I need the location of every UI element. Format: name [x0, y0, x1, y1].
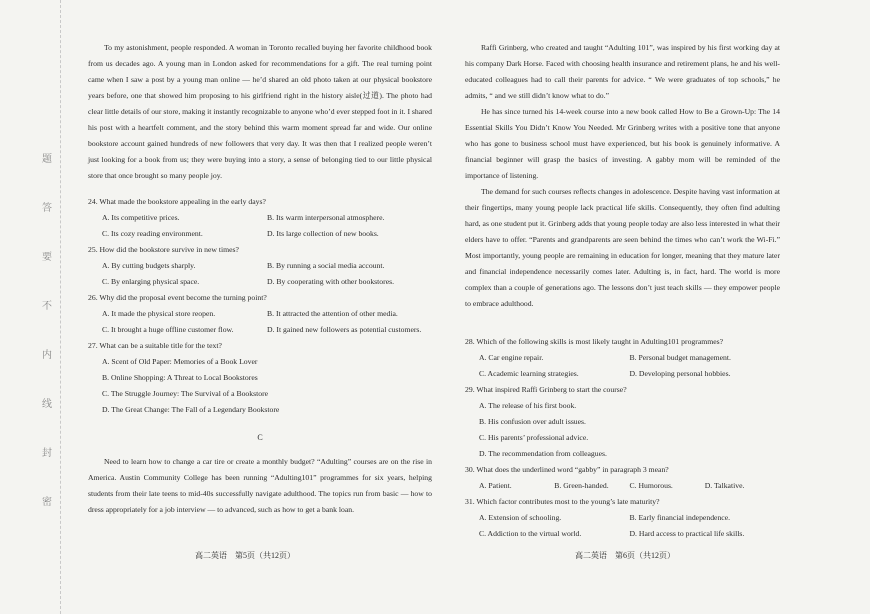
question-stem: 25. How did the bookstore survive in new times?	[88, 245, 239, 254]
option-a: A. Patient.	[479, 481, 512, 490]
option-b: B. Online Shopping: A Threat to Local Bookstores	[102, 373, 258, 382]
option-a: A. It made the physical store reopen.	[102, 309, 216, 318]
binding-char: 要	[42, 252, 52, 263]
binding-char: 题	[42, 154, 52, 165]
option-a: A. Extension of schooling.	[479, 513, 562, 522]
passage-c-paragraph-2: Raffi Grinberg, who created and taught “Adulting 101”, was inspired by his first working day at his company Dark Horse. Faced with choosing health insurance and retirement plans, he and his well-educated colleagues had to call their parents for advice. “ We were graduates of top schools,” he admits, “ and we still didn’t know what to do.”	[465, 43, 780, 100]
option-b: B. His confusion over adult issues.	[479, 417, 586, 426]
question-29	[465, 382, 780, 462]
option-a: A. The release of his first book.	[479, 401, 577, 410]
option-c: C. By enlarging physical space.	[102, 277, 200, 286]
option-a: A. By cutting budgets sharply.	[102, 261, 196, 270]
option-a: A. Its competitive prices.	[102, 213, 180, 222]
page-footer-right: 高二英语 第6页（共12页）	[575, 551, 675, 560]
question-stem: 31. Which factor contributes most to the young’s late maturity?	[465, 497, 660, 506]
question-stem: 26. Why did the proposal event become the turning point?	[88, 293, 267, 302]
question-31	[465, 494, 780, 542]
right-page	[465, 40, 780, 542]
binding-char: 密	[42, 497, 52, 508]
question-28	[465, 334, 780, 382]
option-d: D. The Great Change: The Fall of a Legendary Bookstore	[102, 405, 280, 414]
option-b: B. Its warm interpersonal atmosphere.	[267, 213, 385, 222]
binding-char: 内	[42, 350, 52, 361]
binding-margin	[0, 0, 60, 614]
section-c-heading: C	[257, 433, 263, 442]
question-stem: 27. What can be a suitable title for the text?	[88, 341, 222, 350]
option-c: C. Its cozy reading environment.	[102, 229, 203, 238]
option-d: D. It gained new followers as potential customers.	[267, 325, 422, 334]
question-30	[465, 462, 780, 494]
option-b: B. It attracted the attention of other media.	[267, 309, 398, 318]
option-a: A. Car engine repair.	[479, 353, 544, 362]
binding-dashed-line	[60, 0, 61, 614]
passage-b-ending: To my astonishment, people responded. A woman in Toronto recalled buying her favorite childhood book from us decades ago. A young man in London asked for recommendations for a gift. The real turning point came when I saw a post by a young man online — he’d shared an old photo taken at our physical bookstore years before, one that showed him proposing to his girlfriend right in the history aisle(过道). The photo had clear little details of our store, making it instantly recognizable to anyone who’d ever stepped foot in it. I shared his post with a heartfelt comment, and the story behind this warm moment spread far and wide. Our online bookstore account gained hundreds of new followers that very day. It was then that I realized people weren’t just looking for a book from us; they were buying into a story, a sense of belonging tied to our little physical store that once brought so many people joy.	[88, 43, 432, 180]
binding-char: 不	[42, 301, 52, 312]
question-stem: 28. Which of the following skills is most likely taught in Adulting101 programmes?	[465, 337, 724, 346]
binding-char: 答	[42, 203, 52, 214]
option-c: C. It brought a huge offline customer flow.	[102, 325, 234, 334]
option-d: D. Developing personal hobbies.	[629, 369, 731, 378]
binding-warning	[40, 150, 54, 508]
left-page	[88, 40, 432, 518]
option-b: B. Early financial independence.	[629, 513, 731, 522]
question-stem: 24. What made the bookstore appealing in the early days?	[88, 197, 266, 206]
option-b: B. Green-handed.	[554, 481, 609, 490]
option-c: C. The Struggle Journey: The Survival of a Bookstore	[102, 389, 269, 398]
passage-c-intro: Need to learn how to change a car tire or create a monthly budget? “Adulting” courses are on the rise in America. Austin Community College has been running “Adulting101” programmes for six years, helping students from their late teens to mid-40s successfully navigate adulthood. The topics run from basic — how to dress appropriately for a job interview — to advanced, such as how to get a bank loan.	[88, 457, 432, 514]
passage-c-paragraph-3: He has since turned his 14-week course into a new book called How to Be a Grown-Up: The 14 Essential Skills You Didn’t Know You Needed. Mr Grinberg writes with a positive tone that anyone who has gone to business school must have experienced, but his book is genuinely informative. A financial beginner will grasp the basics of investing. A gabby mom will be reminded of the importance of listening.	[465, 107, 780, 180]
option-c: C. His parents’ professional advice.	[479, 433, 589, 442]
option-c: C. Academic learning strategies.	[479, 369, 579, 378]
option-d: D. The recommendation from colleagues.	[479, 449, 607, 458]
question-26	[88, 290, 432, 338]
option-d: D. Talkative.	[704, 481, 745, 490]
binding-char: 线	[42, 399, 52, 410]
question-27	[88, 338, 432, 418]
question-24	[88, 194, 432, 242]
option-d: D. By cooperating with other bookstores.	[267, 277, 395, 286]
passage-c-paragraph-4: The demand for such courses reflects changes in adolescence. Despite having vast information at their fingertips, many young people lack practical life skills. Consequently, they often find adulting hard, as one student put it. Grinberg adds that young people today are also less interested in what their elders have to offer. “Parents and grandparents are seen behind the times who can’t work the Wi-Fi.” Most importantly, young people are remaining in education for longer, meaning that they mature later and financial independence necessarily comes later. Adulting is, in fact, hard. The world is more complex than a couple of generations ago. The lessons don’t just teach skills — they empower people to embrace adulthood.	[465, 187, 780, 308]
option-c: C. Addiction to the virtual world.	[479, 529, 582, 538]
option-c: C. Humorous.	[629, 481, 673, 490]
option-b: B. By running a social media account.	[267, 261, 385, 270]
binding-char: 封	[42, 448, 52, 459]
option-d: D. Hard access to practical life skills.	[629, 529, 745, 538]
page-footer-left: 高二英语 第5页（共12页）	[195, 551, 295, 560]
question-stem: 29. What inspired Raffi Grinberg to start the course?	[465, 385, 627, 394]
option-a: A. Scent of Old Paper: Memories of a Book Lover	[102, 357, 258, 366]
question-25	[88, 242, 432, 290]
option-d: D. Its large collection of new books.	[267, 229, 379, 238]
question-stem: 30. What does the underlined word “gabby” in paragraph 3 mean?	[465, 465, 669, 474]
option-b: B. Personal budget management.	[629, 353, 731, 362]
